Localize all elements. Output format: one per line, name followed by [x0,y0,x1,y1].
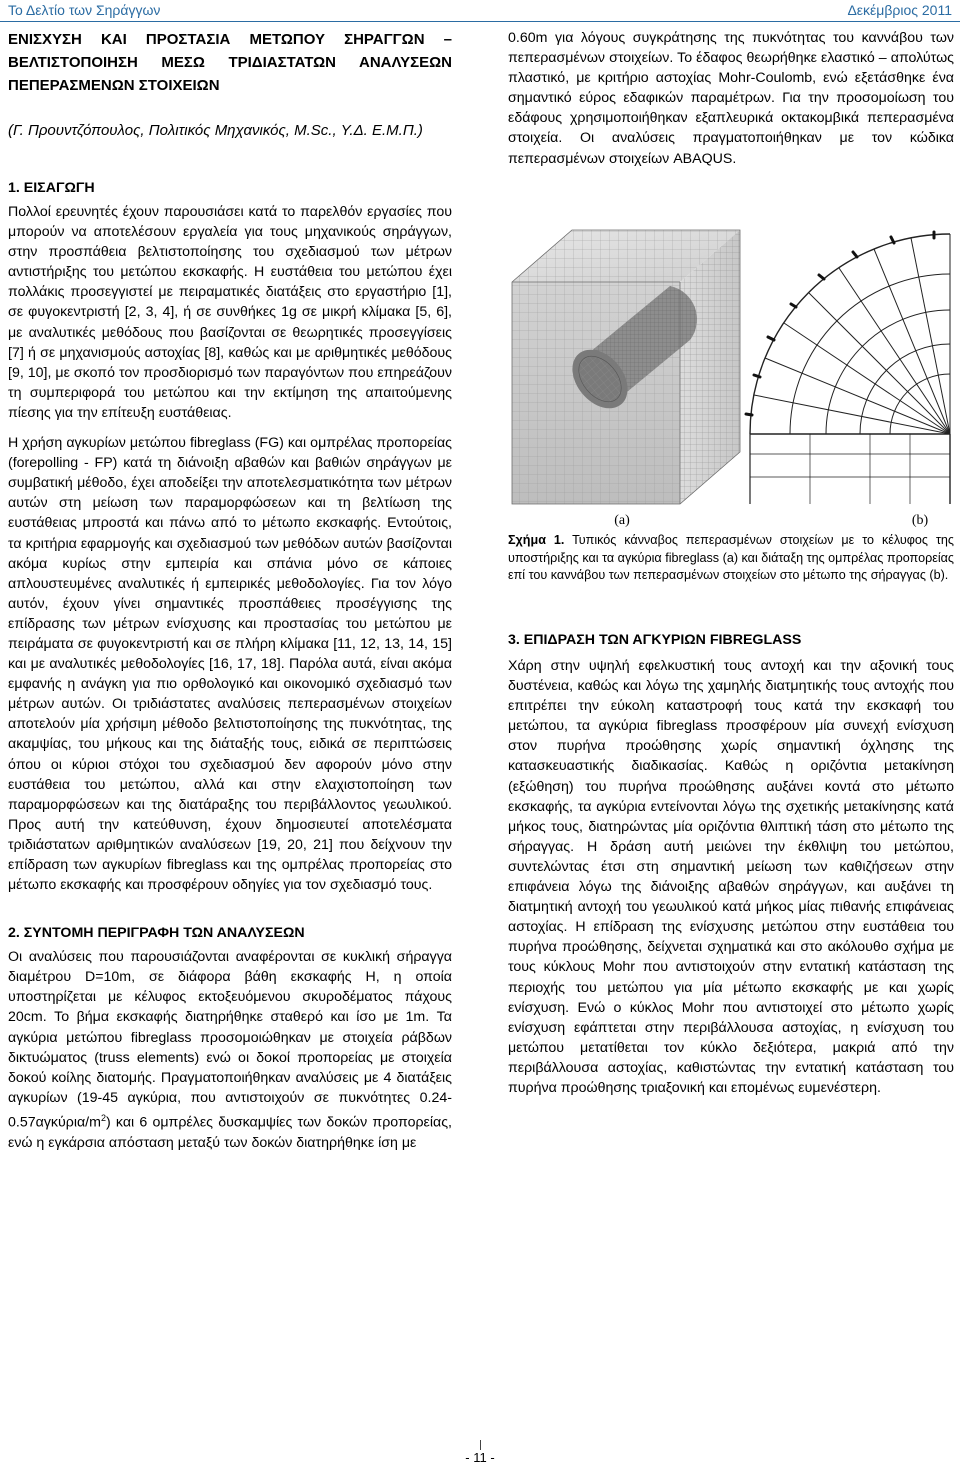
section-3-paragraph-1: Χάρη στην υψηλή εφελκυστική τους αντοχή και την αξονική τους δυστένεια, καθώς και λόγω της χαμηλής διατμητικής τους αντοχής που επιτρέπει την εύκολη καταστροφή τους κατά την εκσκαφή του μετώπου, τα αγκύρια fibreglass προσφέρουν μία συνεχή ενίσχυση στον πυρήνα προώθησης χωρίς σημαντική όχλησης της κατασκευαστικής διαδικασίας. Καθώς η οριζόντια μετακίνηση (εξώθηση) του πυρήνα προώθησης αυξάνει κοντά στο μέτωπο εκσκαφής, τα αγκύρια εντείνονται λόγω της σχετικής μετακίνησης κατά μήκος τους, διατηρώντας μία οριζόντια θλιπτική τάση στο μέτωπο της σήραγγας. Η δράση αυτή μειώνει την έκθλιψη του μετώπου, συντελώντας έτσι στη σημαντική μείωση των καθιζήσεων στην επιφάνεια λόγω της διάνοιξης αβαθών σηράγγων, και αυξάνει τη διατμητική αντοχή του γεωυλικού κατά μήκος μίας πιθανής επιφάνειας αστοχίας. Η επίδραση της ενίσχυσης μετώπου στην ευστάθεια του πυρήνα προώθησης, δείχνεται σχηματικά και στο ακόλουθο σχήμα με τους κύκλους Mohr που αντιστοιχούν στην εντατική κατάσταση της περιοχής του μετώπου για μία μέτωπο εκσκαφής με και χωρίς ενίσχυση. Ενώ ο κύκλος Mohr που αντιστοιχεί στο μέτωπο χωρίς ενίσχυση εφάπτεται στην περιβάλλουσα αστοχίας, η ενίσχυση του μετώπου μετατίθεται τον κύκλο δεξιότερα, μακριά από την περιβάλλουσα αστοχίας, καθιστώντας την εντατική κατάσταση του πυρήνα προώθησης τριαξονική και επομένως ευμενέστερη. [508,658,954,1096]
figure-label-b: (b) [911,513,929,528]
mesh-block-a [512,230,740,504]
section-1-heading: 1. ΕΙΣΑΓΩΓΗ [8,180,95,196]
section-2-paragraph-1 [8,947,452,1153]
face-layout-b [746,232,950,504]
header-rule [0,21,960,22]
section-2-paragraph-continued: 0.60m για λόγους συγκράτησης της πυκνότητας του καννάβου των πεπερασμένων στοιχείων. Το έδαφος θεωρήθηκε ελαστικό – απολύτως πλαστικό, με κριτήριο αστοχίας Mohr-Coulomb, ενώ εξετάσθηκε ένα σημαντικό εύρος εδαφικών παραμέτρων. Για την προσομοίωση του εδάφους χρησιμοποιήθηκαν εξαπλευρικά οκτακομβικά πεπερασμένα στοιχεία. Οι αναλύσεις πραγματοποιήθηκαν με τον κώδικα πεπερασμένων στοιχείων ABAQUS. [508,30,954,167]
article-title: ΕΝΙΣΧΥΣΗ ΚΑΙ ΠΡΟΣΤΑΣΙΑ ΜΕΤΩΠΟΥ ΣΗΡΑΓΓΩΝ – ΒΕΛΤΙΣΤΟΠΟΙΗΣΗ ΜΕΣΩ ΤΡΙΔΙΑΣΤΑΤΩΝ ΑΝΑΛΥΣΕΩΝ ΠΕΠΕΡΑΣΜΕΝΩΝ ΣΤΟΙΧΕΙΩΝ [8,31,452,94]
article-author: (Γ. Προυντζόπουλος, Πολιτικός Μηχανικός, M.Sc., Υ.Δ. Ε.Μ.Π.) [8,122,423,139]
section-2-text-b: ) και 6 ομπρέλες δυσκαμψίες των δοκών προπορείας, ενώ η εγκάρσια απόσταση μεταξύ των δοκών διατηρήθηκε ίση με [8,1114,452,1151]
figure-caption [508,532,954,585]
right-column-bottom [508,630,954,1098]
section-2-heading: 2. ΣΥΝΤΟΜΗ ΠΕΡΙΓΡΑΦΗ ΤΩΝ ΑΝΑΛΥΣΕΩΝ [8,925,305,942]
right-column-top [508,28,954,169]
figure-1-graphic [510,222,956,532]
section-1-paragraph-1: Πολλοί ερευνητές έχουν παρουσιάσει κατά το παρελθόν εργασίες που μπορούν να αποτελέσουν εργαλεία για τους μηχανικούς σηράγγων, στην προσπάθεια βελτιστοποίησης του σχεδιασμού των μέτρων αντιστήριξης του μετώπου εκσκαφής. Η ευστάθεια του μετώπου έχει πολλάκις προσεγγιστεί με πειραματικές διατάξεις στο εργαστήριο [1], σε φυγοκεντριστή [2, 3, 4], ή σε συνθήκες 1g σε μικρή κλίμακα [5, 6], με αναλυτικές μεθόδους που βασίζονται σε θεωρητικές προσεγγίσεις [7] ή σε μηχανισμούς αστοχίας [8], καθώς και με αριθμητικές μεθόδους [9, 10], με σκοπό τον προσδιορισμό των παραγόντων που επηρεάζουν τη συμπεριφορά του μετώπου και την εκτίμηση της απαιτούμενης πίεσης για την επίτευξη ευστάθειας. [8,204,452,421]
figure-1 [510,222,956,532]
journal-name: Το Δελτίο των Σηράγγων [8,2,161,18]
figure-label-a: (a) [614,513,630,528]
issue-date: Δεκέμβριος 2011 [847,2,952,18]
section-3-heading: 3. ΕΠΙΔΡΑΣΗ ΤΩΝ ΑΓΚΥΡΙΩΝ FIBREGLASS [508,632,802,648]
superscript-2: 2 [100,1112,106,1123]
left-column [8,28,452,1153]
page-header [0,0,960,22]
page-footer [0,1450,960,1465]
page-number: - 11 - [461,1450,498,1465]
section-2-text-a: Οι αναλύσεις που παρουσιάζονται αναφέρονται σε κυκλική σήραγγα διαμέτρου D=10m, σε διάφορα βάθη εκσκαφής H, η οποία υποστηρίζεται με κέλυφος εκτοξευόμενου σκυροδέματος πάχους 20cm. Το βήμα εκσκαφής διατηρήθηκε σταθερό και ίσο με 1m. Τα αγκύρια μετώπου fibreglass προσομοιώθηκαν με στοιχεία ράβδων δικτυώματος (truss elements) ενώ οι δοκοί προπορείας με στοιχεία δοκού κοίλης διατομής. Πραγματοποιήθηκαν αναλύσεις με 4 διατάξεις αγκυρίων (19-45 αγκύρια, που αντιστοιχούν σε πυκνότητες 0.24-0.57αγκύρια/m [8,949,452,1131]
section-1-paragraph-2: Η χρήση αγκυρίων μετώπου fibreglass (FG) και ομπρέλας προπορείας (forepolling - FP) κατά τη διάνοιξη αβαθών και βαθιών σηράγγων με συμβατική μέθοδο, έχει αποδείξει την αποτελεσματικότητα των μέτρων αυτών στη μείωση των παραμορφώσεων και τη βελτίωση της ευστάθειας μπροστά και πάνω από το μέτωπο εκσκαφής. Εντούτοις, τα κριτήρια εφαρμογής και σχεδιασμού των μεθόδων αυτών βασίζονται ακόμα κυρίως στην εμπειρία και σπάνια μόνο σε κάποιες απλουστευμένες αναλυτικές ή εμπειρικές μεθοδολογίες. Για τον λόγο αυτόν, έχουν γίνει σημαντικές προσπάθειες προσέγγισης της επίδρασης των μέτρων ενίσχυσης και προστασίας του μετώπου με πειράματα σε φυγοκεντριστή και σε πλήρη κλίμακα [11, 12, 13, 14, 15] και με αναλυτικές μεθοδολογίες [16, 17, 18]. Παρόλα αυτά, είναι ακόμα εμφανής η ανάγκη για πιο ορθολογικό και οικονομικό σχεδιασμό των μέτρων αυτών. Οι τριδιάστατες αναλύσεις πεπερασμένων στοιχείων αποτελούν μία χρήσιμη μέθοδο βελτιστοποίησης της πυκνότητας, της ακαμψίας, του μήκους και της διάταξής τους, ειδικά σε περιπτώσεις όπου οι κύριοι στόχοι του σχεδιασμού δεν αφορούν μόνο στην ευστάθεια του μετώπου, αλλά και στην ελαχιστοποίηση των παραμορφώσεων και της διατάραξης του περιβάλλοντος γεωυλικού. Προς αυτή την κατεύθυνση, έχουν δημοσιευτεί αποτελέσματα τριδιάστατων αριθμητικών αναλύσεων [19, 20, 21] που δείχνουν την επίδραση των αγκυρίων fibreglass και της ομπρέλας προπορείας στο μέτωπο εκσκαφής και προσφέρουν οδηγίες για τον σχεδιασμό τους. [8,435,452,894]
caption-label: Σχήμα 1. [508,533,565,547]
caption-text: Τυπικός κάνναβος πεπερασμένων στοιχείων με το κέλυφος της υποστήριξης και τα αγκύρια fibreglass (a) και διάταξη της ομπρέλας προπορείας επί του καννάβου των πεπερασμένων στοιχείων στο μέτωπο της σήραγγας (b). [508,533,954,582]
